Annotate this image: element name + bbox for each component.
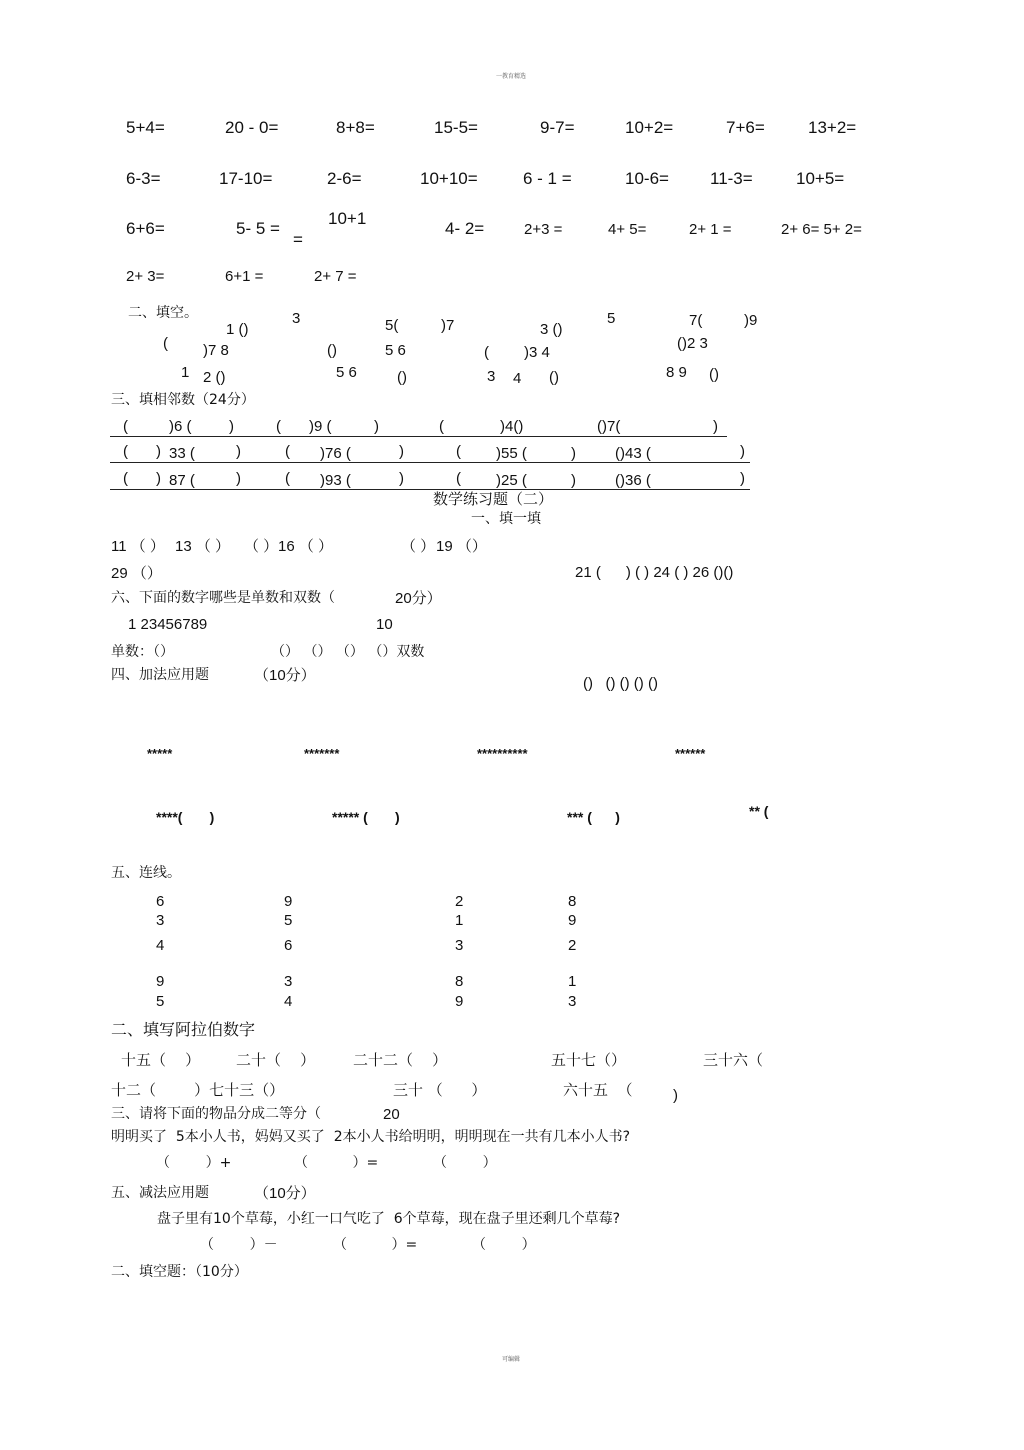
neighbor-item: ( bbox=[456, 470, 461, 487]
neighbor-item: ) bbox=[374, 418, 379, 435]
even-label: （） （） （） （）双数 bbox=[271, 644, 425, 660]
stars: ***** ( ) bbox=[332, 809, 400, 825]
fill-item: 5( bbox=[385, 317, 399, 334]
seq-item: 21 ( ) ( ) 24 ( ) 26 ()() bbox=[575, 564, 734, 581]
points: 20分） bbox=[395, 590, 442, 607]
neighbor-item: )9 ( bbox=[309, 418, 332, 435]
arith-item: 15-5= bbox=[434, 118, 478, 137]
fill-item: 3 bbox=[487, 368, 496, 385]
word-problem: 明明买了 5本小人书，妈妈又买了 2本小人书给明明，明明现在一共有几本小人书? bbox=[111, 1129, 631, 1145]
arith-item: 6 - 1 = bbox=[523, 169, 572, 188]
fill-item: 5 6 bbox=[385, 342, 406, 359]
fill-item: )3 4 bbox=[524, 344, 550, 361]
neighbor-item: ) bbox=[571, 472, 576, 489]
neighbor-item: ( bbox=[123, 470, 128, 487]
equation-part: （ ） bbox=[433, 1155, 497, 1171]
arabic-item: 五十七（） bbox=[551, 1051, 627, 1069]
seq-item: 29 （） bbox=[111, 565, 162, 582]
connect-number: 9 bbox=[455, 993, 464, 1010]
arith-item: = bbox=[293, 230, 303, 249]
arabic-item: 三十 （ ） bbox=[393, 1081, 487, 1099]
section-title: 三、填相邻数（24分） bbox=[111, 392, 255, 408]
fill-item: )7 8 bbox=[203, 342, 229, 359]
arith-item: 20 - 0= bbox=[225, 118, 279, 137]
neighbor-item: ) bbox=[571, 445, 576, 462]
connect-number: 3 bbox=[568, 993, 577, 1010]
neighbor-item: ( bbox=[276, 418, 281, 435]
footer-mark: 可编辑 bbox=[502, 1356, 521, 1363]
connect-number: 6 bbox=[284, 937, 293, 954]
fill-item: 4 bbox=[513, 370, 522, 387]
points: 20 bbox=[383, 1106, 400, 1123]
arith-item: 6+6= bbox=[126, 219, 165, 238]
fill-item: 3 bbox=[292, 310, 301, 327]
seq-item: （ ） bbox=[401, 538, 436, 555]
neighbor-item: ()36 ( bbox=[615, 472, 651, 489]
fill-item: 5 6 bbox=[336, 364, 357, 381]
fill-item: 1 bbox=[181, 364, 190, 381]
neighbor-item: ) bbox=[399, 470, 404, 487]
arabic-item: 二十二（ ） bbox=[353, 1051, 448, 1069]
fill-item: () bbox=[397, 369, 407, 386]
neighbor-item: ) bbox=[156, 470, 161, 487]
arith-item: 4- 2= bbox=[445, 219, 485, 238]
fill-item: ( bbox=[163, 335, 168, 352]
neighbor-item: )25 ( bbox=[496, 472, 527, 489]
word-problem: 盘子里有10个草莓，小红一口气吃了 6个草莓，现在盘子里还剩几个草莓? bbox=[157, 1211, 621, 1227]
neighbor-item: )4() bbox=[500, 418, 524, 435]
section-title: 一、填一填 bbox=[471, 511, 541, 527]
row-rule bbox=[110, 462, 750, 463]
neighbor-item: ( bbox=[285, 470, 290, 487]
neighbor-item: ()43 ( bbox=[615, 445, 651, 462]
fill-item: 7( bbox=[689, 312, 703, 329]
neighbor-item: ()7( bbox=[597, 418, 621, 435]
fill-item: )9 bbox=[744, 312, 758, 329]
stars: ********** bbox=[477, 746, 528, 761]
neighbor-item: ) bbox=[399, 443, 404, 460]
fill-item: )7 bbox=[441, 317, 455, 334]
arith-item: 5- 5 = bbox=[236, 219, 280, 238]
arith-item: 5+4= bbox=[126, 118, 165, 137]
arith-item: 17-10= bbox=[219, 169, 273, 188]
neighbor-item: )93 ( bbox=[320, 472, 351, 489]
stars: ***** bbox=[147, 746, 173, 761]
neighbor-item: ( bbox=[456, 443, 461, 460]
seq-item: 19 （） bbox=[436, 538, 487, 555]
arith-item: 10+10= bbox=[420, 169, 478, 188]
connect-number: 2 bbox=[568, 937, 577, 954]
equation-part: （ ）+ bbox=[156, 1155, 232, 1171]
arith-item: 2+ 1 = bbox=[689, 221, 732, 238]
arabic-item: 十二（ ）七十三（） bbox=[111, 1081, 285, 1099]
connect-number: 8 bbox=[455, 973, 464, 990]
arith-item: 6-3= bbox=[126, 169, 161, 188]
arith-item: 2+ 6= 5+ 2= bbox=[781, 221, 862, 238]
header-mark: 一教育精选 bbox=[496, 73, 527, 80]
section-title: 二、填空题：（10分） bbox=[111, 1264, 248, 1280]
connect-number: 6 bbox=[156, 893, 165, 910]
connect-number: 1 bbox=[455, 912, 464, 929]
arith-item: 10+1 bbox=[328, 209, 367, 228]
section-title: 二、填空。 bbox=[128, 305, 198, 321]
neighbor-item: ( bbox=[285, 443, 290, 460]
fill-item: ()2 3 bbox=[677, 335, 708, 352]
arith-item: 11-3= bbox=[710, 169, 753, 188]
arith-item: 9-7= bbox=[540, 118, 575, 137]
section-title: 二、填写阿拉伯数字 bbox=[111, 1020, 256, 1039]
stars: ******* bbox=[304, 746, 340, 761]
equation-part: （ ）= bbox=[333, 1237, 418, 1253]
arith-item: 13+2= bbox=[808, 118, 857, 137]
fill-item: 3 () bbox=[540, 321, 563, 338]
arith-item: 2+ 3= bbox=[126, 268, 165, 285]
odd-label: 单数：（） bbox=[111, 644, 174, 660]
stars: *** ( ) bbox=[567, 809, 620, 825]
fill-item: 8 9 bbox=[666, 364, 687, 381]
connect-number: 3 bbox=[455, 937, 464, 954]
neighbor-item: ( bbox=[123, 443, 128, 460]
section-title: 六、下面的数字哪些是单数和双数（ bbox=[111, 590, 335, 606]
neighbor-item: )55 ( bbox=[496, 445, 527, 462]
arith-item: 4+ 5= bbox=[608, 221, 647, 238]
neighbor-item: )6 ( bbox=[169, 418, 192, 435]
seq-item: 16 （ ） bbox=[278, 538, 334, 555]
points: （10分） bbox=[254, 667, 316, 684]
fill-item: ( bbox=[484, 344, 489, 361]
connect-number: 2 bbox=[455, 893, 464, 910]
fill-item: 1 () bbox=[226, 321, 249, 338]
row-rule bbox=[110, 436, 727, 437]
neighbor-item: 87 ( bbox=[169, 472, 195, 489]
seq-item: 13 （ ） bbox=[175, 538, 231, 555]
connect-number: 9 bbox=[284, 893, 293, 910]
points: （10分） bbox=[254, 1185, 316, 1202]
fill-item: () bbox=[709, 366, 719, 383]
arabic-item: 十五（ ） bbox=[121, 1051, 201, 1069]
arith-item: 7+6= bbox=[726, 118, 765, 137]
neighbor-item: ( bbox=[123, 418, 128, 435]
stars: ** ( bbox=[749, 803, 769, 819]
neighbor-item: ) bbox=[236, 470, 241, 487]
equation-part: （ ）= bbox=[294, 1155, 379, 1171]
arith-item: 10+2= bbox=[625, 118, 674, 137]
page-title: 数学练习题（二） bbox=[433, 490, 554, 508]
seq-item: （ ） bbox=[244, 538, 279, 555]
neighbor-item: 33 ( bbox=[169, 445, 195, 462]
arabic-item: 二十（ ） bbox=[236, 1051, 316, 1069]
equation-part: （ ） bbox=[472, 1237, 536, 1253]
seq-item: 11 （ ） bbox=[111, 538, 165, 555]
neighbor-item: ) bbox=[713, 418, 718, 435]
arith-item: 8+8= bbox=[336, 118, 375, 137]
section-title: 四、加法应用题 bbox=[111, 667, 209, 683]
connect-number: 3 bbox=[284, 973, 293, 990]
arabic-item: ) bbox=[673, 1087, 678, 1104]
neighbor-item: ( bbox=[439, 418, 444, 435]
answer-parens: () () () () () bbox=[583, 675, 658, 692]
arabic-item: 六十五 （ bbox=[563, 1081, 671, 1099]
neighbor-item: )76 ( bbox=[320, 445, 351, 462]
section-title: 五、减法应用题 bbox=[111, 1185, 209, 1201]
fill-item: () bbox=[549, 369, 559, 386]
arith-item: 2+ 7 = bbox=[314, 268, 357, 285]
connect-number: 4 bbox=[156, 937, 165, 954]
connect-number: 4 bbox=[284, 993, 293, 1010]
stars: ****** bbox=[675, 746, 706, 761]
neighbor-item: ) bbox=[236, 443, 241, 460]
connect-number: 9 bbox=[156, 973, 165, 990]
equation-part: （ ）－ bbox=[200, 1237, 278, 1253]
connect-number: 1 bbox=[568, 973, 577, 990]
connect-number: 8 bbox=[568, 893, 577, 910]
connect-number: 5 bbox=[156, 993, 165, 1010]
section-title: 三、请将下面的物品分成二等分（ bbox=[111, 1106, 321, 1122]
fill-item: 5 bbox=[607, 310, 616, 327]
neighbor-item: ) bbox=[156, 443, 161, 460]
digits: 10 bbox=[376, 616, 393, 633]
fill-item: () bbox=[327, 342, 337, 359]
arith-item: 10+5= bbox=[796, 169, 845, 188]
connect-number: 5 bbox=[284, 912, 293, 929]
neighbor-item: ) bbox=[740, 470, 745, 487]
arith-item: 2+3 = bbox=[524, 221, 563, 238]
row-rule bbox=[110, 489, 750, 490]
neighbor-item: ) bbox=[229, 418, 234, 435]
connect-number: 3 bbox=[156, 912, 165, 929]
digits: 1 23456789 bbox=[128, 616, 208, 633]
fill-item: 2 () bbox=[203, 369, 226, 386]
stars: ****( ) bbox=[156, 809, 215, 825]
arith-item: 2-6= bbox=[327, 169, 362, 188]
arabic-item: 三十六（ bbox=[703, 1051, 764, 1069]
connect-number: 9 bbox=[568, 912, 577, 929]
arith-item: 10-6= bbox=[625, 169, 669, 188]
section-title: 五、连线。 bbox=[111, 865, 181, 881]
neighbor-item: ) bbox=[740, 443, 745, 460]
arith-item: 6+1 = bbox=[225, 268, 264, 285]
